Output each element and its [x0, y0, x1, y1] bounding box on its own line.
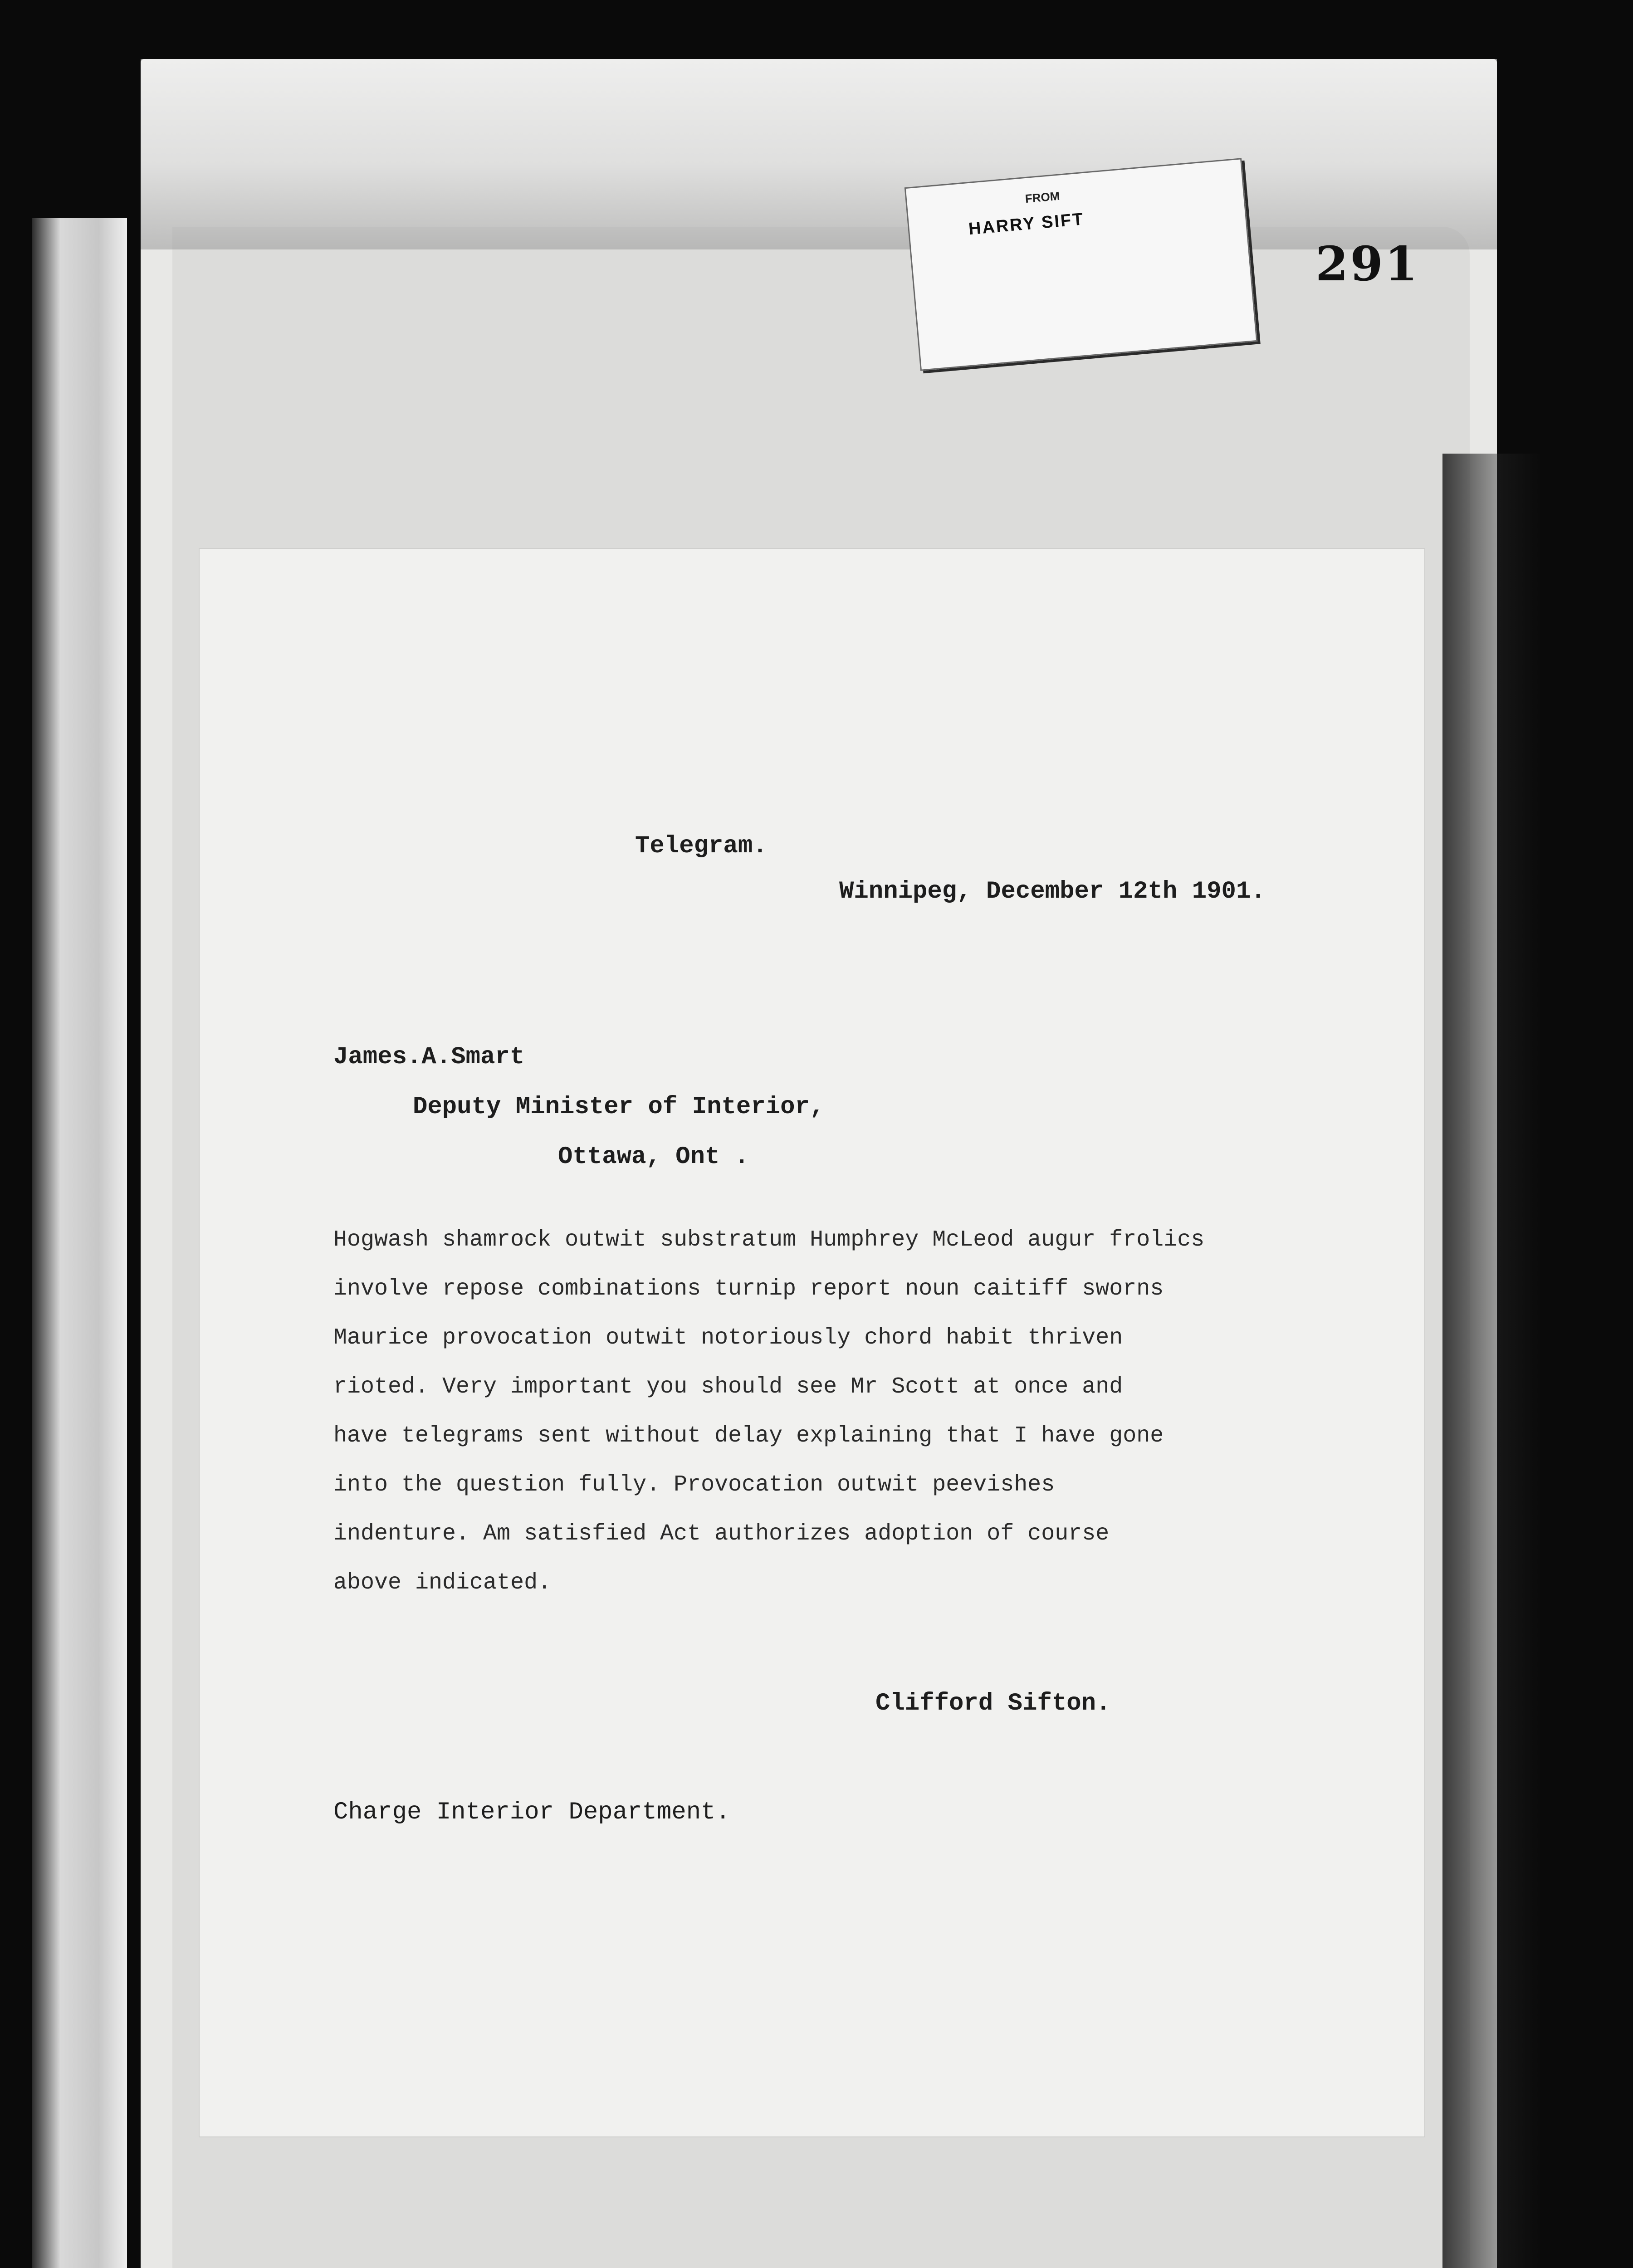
telegram-body: [333, 1216, 1354, 1608]
fold-shadow: [141, 59, 1497, 249]
recipient-city: Ottawa, Ont .: [558, 1143, 749, 1171]
from-tag-name: HARRY SIFT: [968, 210, 1085, 239]
from-tag-label: FROM: [1024, 189, 1061, 206]
signature: Clifford Sifton.: [875, 1690, 1111, 1717]
page-curl-shadow: [1442, 454, 1542, 2268]
dateline: Winnipeg, December 12th 1901.: [839, 878, 1266, 905]
body-line: Maurice provocation outwit notoriously chord habit thriven: [333, 1325, 1123, 1351]
from-tag: [905, 158, 1258, 371]
body-line: involve repose combinations turnip report noun caitiff sworns: [333, 1276, 1164, 1302]
body-line: indenture. Am satisfied Act authorizes adoption of course: [333, 1521, 1110, 1547]
body-line: above indicated.: [333, 1570, 552, 1596]
recipient-title: Deputy Minister of Interior,: [413, 1093, 825, 1121]
body-line: have telegrams sent without delay explaining that I have gone: [333, 1423, 1164, 1449]
film-edge: [32, 218, 127, 2268]
recipient-name: James.A.Smart: [333, 1043, 525, 1071]
body-line: into the question fully. Provocation outwit peevishes: [333, 1472, 1055, 1498]
body-line: Hogwash shamrock outwit substratum Humphrey McLeod augur frolics: [333, 1227, 1205, 1253]
page-number: 291: [1315, 236, 1420, 292]
document-type: Telegram.: [635, 832, 768, 860]
body-line: rioted. Very important you should see Mr Scott at once and: [333, 1374, 1123, 1400]
charge-line: Charge Interior Department.: [333, 1799, 730, 1826]
